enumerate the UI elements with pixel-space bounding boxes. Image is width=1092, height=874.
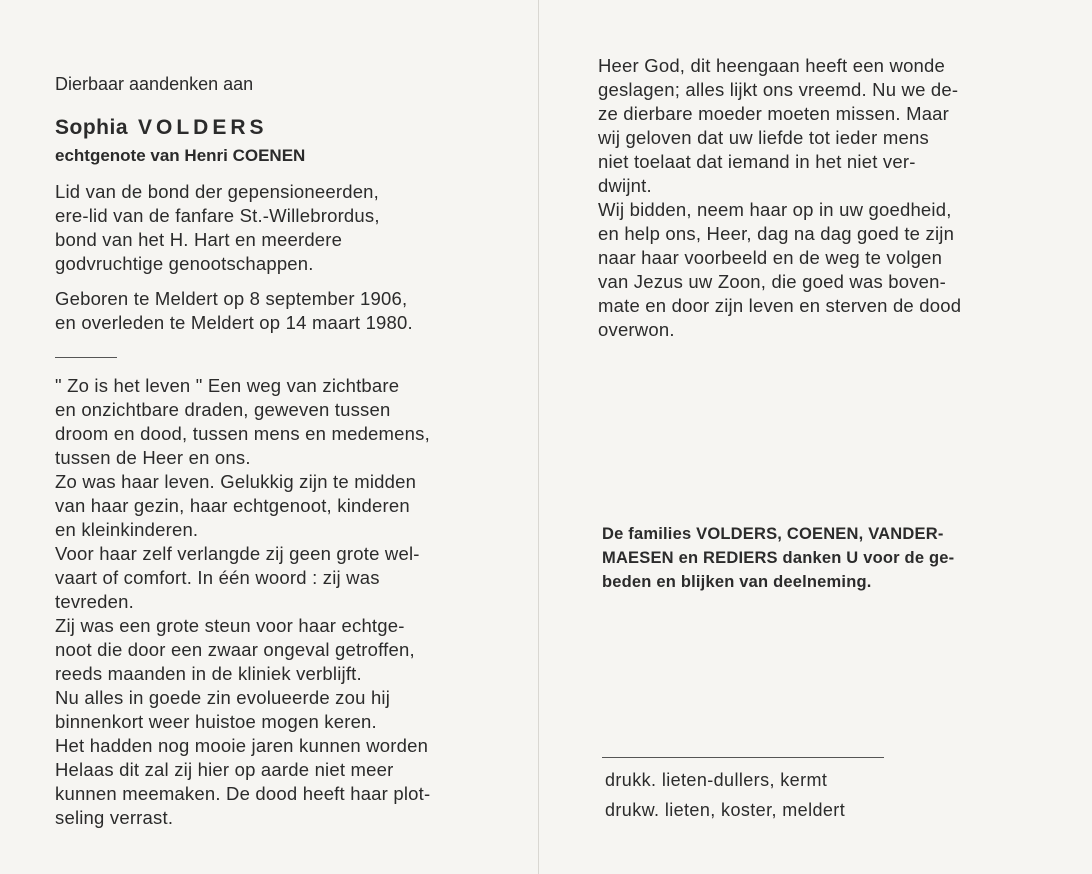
life-dates [55,287,495,335]
eulogy-line: tevreden. [55,591,134,612]
membership-line: Lid van de bond der gepensioneerden, [55,181,380,202]
eulogy-line: Nu alles in goede zin evolueerde zou hij [55,687,391,708]
eulogy-line: Zo was haar leven. Gelukkig zijn te midden [55,471,417,492]
thanks-line: MAESEN en REDIERS danken U voor de ge- [602,549,955,567]
eulogy-line: en onzichtbare draden, geweven tussen [55,399,391,420]
eulogy-line: " Zo is het leven " Een weg van zichtbare [55,375,400,396]
prayer-line: en help ons, Heer, dag na dag goed te zijn [598,223,955,244]
printer-line: drukw. lieten, koster, meldert [605,800,846,820]
eulogy-line: Helaas dit zal zij hier op aarde niet meer [55,759,394,780]
family-thanks [602,522,1042,594]
birth-line: Geboren te Meldert op 8 september 1906, [55,288,408,309]
printer-divider [602,757,884,758]
eulogy-line: Voor haar zelf verlangde zij geen grote wel- [55,543,420,564]
prayer-line: ze dierbare moeder moeten missen. Maar [598,103,950,124]
prayer-text [598,54,1038,342]
memberships [55,180,495,276]
spouse-line: echtgenote van Henri COENEN [55,146,306,165]
membership-line: godvruchtige genootschappen. [55,253,314,274]
intro-text: Dierbaar aandenken aan [55,74,254,94]
printer-line: drukk. lieten-dullers, kermt [605,770,828,790]
left-panel [55,70,495,830]
prayer-line: Heer God, dit heengaan heeft een wonde [598,55,946,76]
eulogy-line: vaart of comfort. In één woord : zij was [55,567,380,588]
prayer-line: van Jezus uw Zoon, die goed was boven- [598,271,946,292]
eulogy-line: en kleinkinderen. [55,519,199,540]
prayer-line: Wij bidden, neem haar op in uw goedheid, [598,199,952,220]
prayer-line: geslagen; alles lijkt ons vreemd. Nu we de- [598,79,959,100]
card-fold [538,0,539,874]
eulogy-line: Zij was een grote steun voor haar echtge- [55,615,405,636]
eulogy-line: van haar gezin, haar echtgenoot, kinderen [55,495,410,516]
prayer-line: overwon. [598,319,675,340]
eulogy-text [55,374,495,830]
prayer-line: wij geloven dat uw liefde tot ieder mens [598,127,929,148]
eulogy-line: Het hadden nog mooie jaren kunnen worden [55,735,429,756]
prayer-line: mate en door zijn leven en sterven de dood [598,295,962,316]
deceased-name [55,116,495,140]
eulogy-line: seling verrast. [55,807,174,828]
first-name: Sophia [55,116,129,139]
thanks-line: De families VOLDERS, COENEN, VANDER- [602,525,944,543]
eulogy-line: noot die door een zwaar ongeval getroffen, [55,639,415,660]
surname: VOLDERS [138,116,268,139]
membership-line: bond van het H. Hart en meerdere [55,229,343,250]
eulogy-line: droom en dood, tussen mens en medemens, [55,423,430,444]
membership-line: ere-lid van de fanfare St.-Willebrordus, [55,205,380,226]
right-panel [598,54,1038,342]
eulogy-line: reeds maanden in de kliniek verblijft. [55,663,362,684]
eulogy-line: kunnen meemaken. De dood heeft haar plot- [55,783,431,804]
printer-info [605,765,845,825]
prayer-line: niet toelaat dat iemand in het niet ver- [598,151,916,172]
death-line: en overleden te Meldert op 14 maart 1980. [55,312,413,333]
prayer-line: dwijnt. [598,175,652,196]
prayer-line: naar haar voorbeeld en de weg te volgen [598,247,943,268]
eulogy-line: binnenkort weer huistoe mogen keren. [55,711,377,732]
thanks-line: beden en blijken van deelneming. [602,573,872,591]
divider [55,357,117,358]
eulogy-line: tussen de Heer en ons. [55,447,251,468]
